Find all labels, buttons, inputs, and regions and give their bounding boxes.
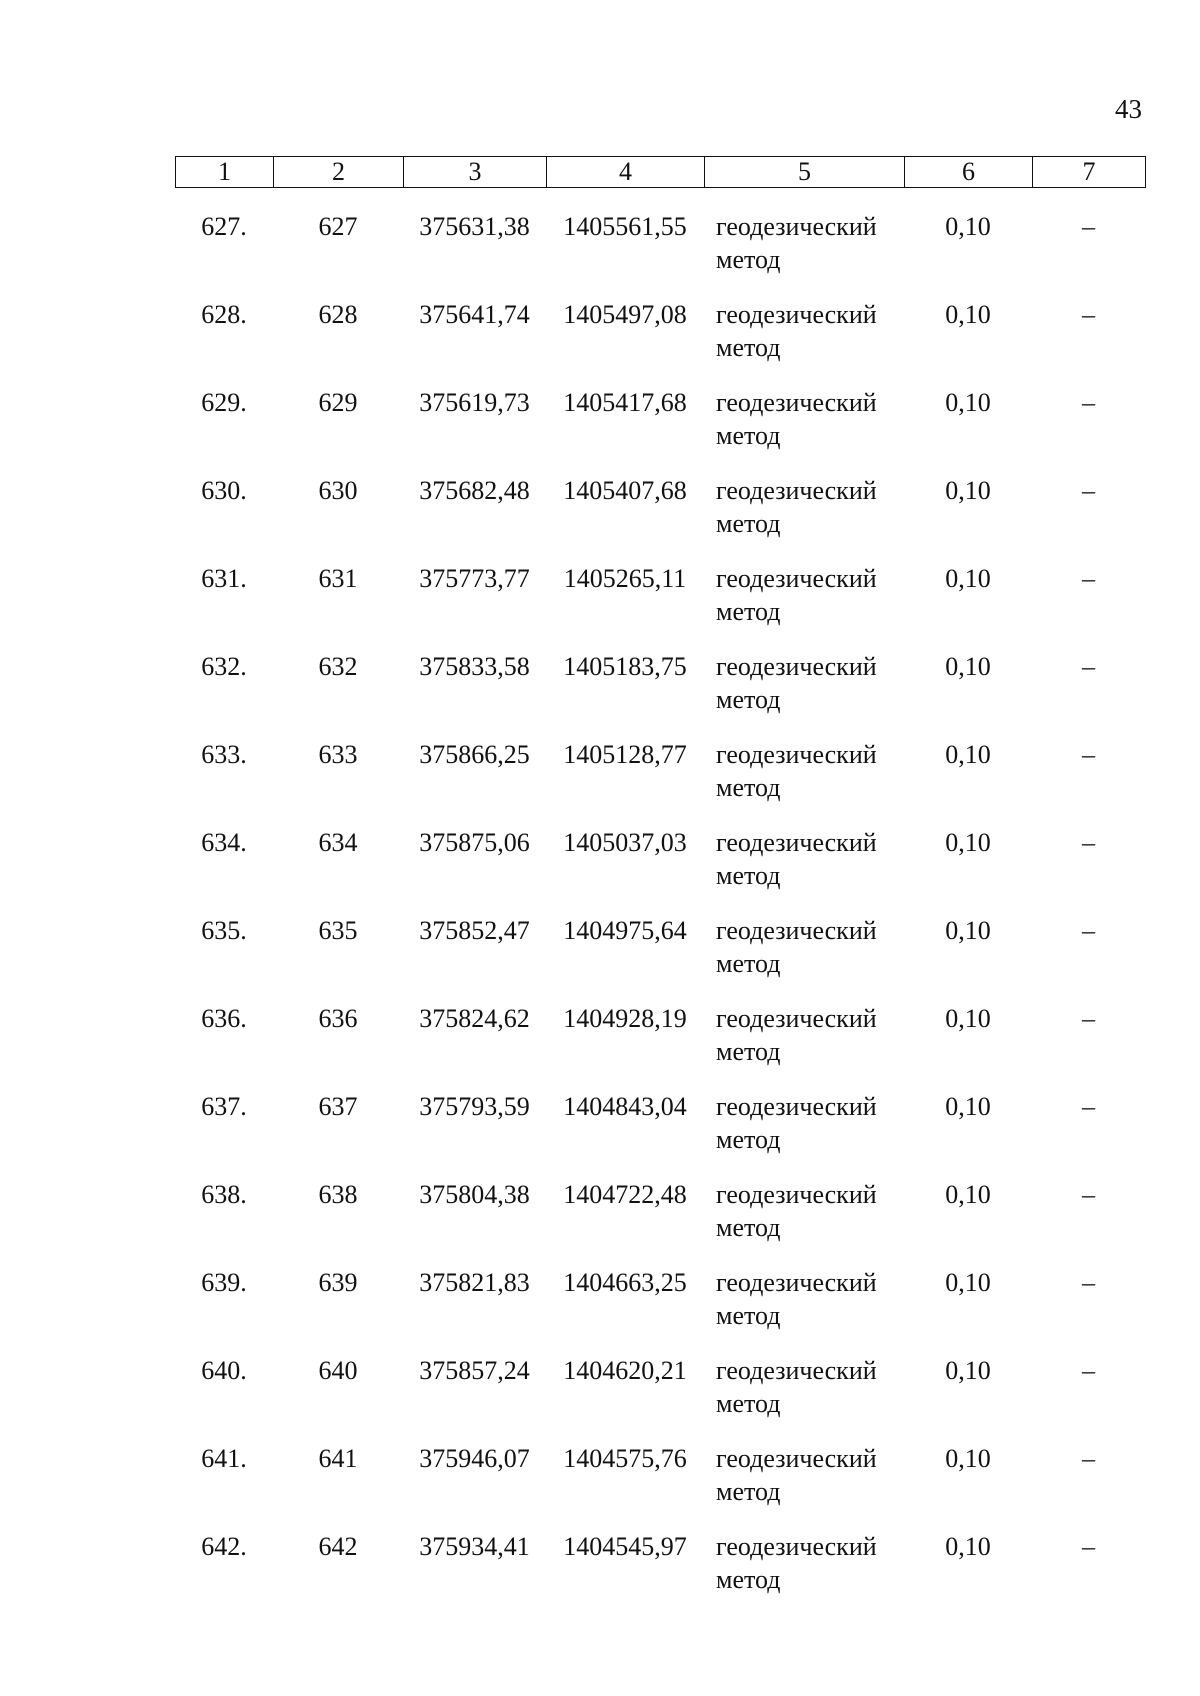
coordinate-y: 1405497,08 (563, 300, 687, 329)
method-line-2: метод (716, 509, 781, 538)
point-id: 629 (318, 388, 358, 417)
table-row (175, 1432, 1145, 1520)
note-value: – (1082, 564, 1095, 593)
row-number: 640. (201, 1356, 247, 1385)
accuracy-value: 0,10 (945, 740, 991, 769)
coordinate-x: 375946,07 (419, 1444, 530, 1473)
accuracy-value: 0,10 (945, 212, 991, 241)
row-number: 629. (201, 388, 247, 417)
accuracy-value: 0,10 (945, 1004, 991, 1033)
method-line-1: геодезический (716, 740, 877, 769)
point-id: 633 (318, 740, 358, 769)
method-line-2: метод (716, 685, 781, 714)
coordinate-x: 375866,25 (419, 740, 530, 769)
coordinate-y: 1404575,76 (563, 1444, 687, 1473)
note-value: – (1082, 1444, 1095, 1473)
table-row (175, 992, 1145, 1080)
method-line-2: метод (716, 245, 781, 274)
column-header-5: 5 (705, 157, 905, 188)
accuracy-value: 0,10 (945, 1356, 991, 1385)
row-number: 642. (201, 1532, 247, 1561)
point-id: 637 (318, 1092, 358, 1121)
table-row (175, 376, 1145, 464)
method-line-2: метод (716, 1565, 781, 1594)
method-line-2: метод (716, 421, 781, 450)
method-line-2: метод (716, 1477, 781, 1506)
row-number: 635. (201, 916, 247, 945)
point-id: 642 (318, 1532, 358, 1561)
coordinate-x: 375804,38 (419, 1180, 530, 1209)
coordinate-x: 375631,38 (419, 212, 530, 241)
method-line-1: геодезический (716, 1092, 877, 1121)
note-value: – (1082, 388, 1095, 417)
table-row (175, 640, 1145, 728)
table-row (175, 1168, 1145, 1256)
table-row (175, 1520, 1145, 1608)
accuracy-value: 0,10 (945, 828, 991, 857)
note-value: – (1082, 300, 1095, 329)
table-row (175, 728, 1145, 816)
point-id: 627 (318, 212, 358, 241)
row-number: 633. (201, 740, 247, 769)
table-row (175, 816, 1145, 904)
note-value: – (1082, 652, 1095, 681)
method-cell (704, 728, 904, 816)
method-cell (704, 1432, 904, 1520)
method-cell (704, 464, 904, 552)
point-id: 630 (318, 476, 358, 505)
table-row (175, 288, 1145, 376)
note-value: – (1082, 476, 1095, 505)
method-cell (704, 904, 904, 992)
coordinate-y: 1404620,21 (563, 1356, 687, 1385)
method-line-2: метод (716, 861, 781, 890)
note-value: – (1082, 1180, 1095, 1209)
point-id: 638 (318, 1180, 358, 1209)
point-id: 628 (318, 300, 358, 329)
coordinate-x: 375821,83 (419, 1268, 530, 1297)
column-header-1: 1 (176, 157, 274, 188)
coordinate-x: 375857,24 (419, 1356, 530, 1385)
method-line-1: геодезический (716, 476, 877, 505)
point-id: 631 (318, 564, 358, 593)
method-line-2: метод (716, 949, 781, 978)
method-line-1: геодезический (716, 1356, 877, 1385)
row-number: 639. (201, 1268, 247, 1297)
method-cell (704, 376, 904, 464)
table-row (175, 200, 1145, 288)
method-line-1: геодезический (716, 212, 877, 241)
row-number: 634. (201, 828, 247, 857)
note-value: – (1082, 828, 1095, 857)
accuracy-value: 0,10 (945, 652, 991, 681)
coordinate-y: 1404545,97 (563, 1532, 687, 1561)
row-number: 638. (201, 1180, 247, 1209)
table-body (175, 200, 1145, 1608)
column-header-6: 6 (905, 157, 1033, 188)
coordinate-y: 1404663,25 (563, 1268, 687, 1297)
method-line-1: геодезический (716, 652, 877, 681)
method-line-1: геодезический (716, 1180, 877, 1209)
method-line-1: геодезический (716, 300, 877, 329)
coordinate-y: 1405265,11 (563, 564, 687, 593)
method-cell (704, 992, 904, 1080)
point-id: 634 (318, 828, 358, 857)
accuracy-value: 0,10 (945, 564, 991, 593)
coordinate-y: 1405561,55 (563, 212, 687, 241)
note-value: – (1082, 1356, 1095, 1385)
coordinate-x: 375824,62 (419, 1004, 530, 1033)
method-line-1: геодезический (716, 1532, 877, 1561)
point-id: 636 (318, 1004, 358, 1033)
accuracy-value: 0,10 (945, 916, 991, 945)
note-value: – (1082, 916, 1095, 945)
method-line-2: метод (716, 1125, 781, 1154)
method-line-2: метод (716, 333, 781, 362)
note-value: – (1082, 1092, 1095, 1121)
column-header-2: 2 (274, 157, 404, 188)
row-number: 637. (201, 1092, 247, 1121)
coordinate-x: 375852,47 (419, 916, 530, 945)
coordinate-x: 375773,77 (419, 564, 530, 593)
note-value: – (1082, 1532, 1095, 1561)
column-header-table (175, 156, 1146, 188)
column-header-3: 3 (404, 157, 547, 188)
method-line-1: геодезический (716, 1004, 877, 1033)
method-cell (704, 288, 904, 376)
method-line-2: метод (716, 597, 781, 626)
method-cell (704, 1520, 904, 1608)
method-line-1: геодезический (716, 1268, 877, 1297)
row-number: 631. (201, 564, 247, 593)
method-cell (704, 552, 904, 640)
point-id: 640 (318, 1356, 358, 1385)
method-line-2: метод (716, 1037, 781, 1066)
method-cell (704, 1080, 904, 1168)
coordinate-x: 375641,74 (419, 300, 530, 329)
coordinate-x: 375875,06 (419, 828, 530, 857)
table-row (175, 464, 1145, 552)
coordinates-table (175, 200, 1145, 1608)
method-line-1: геодезический (716, 388, 877, 417)
coordinate-x: 375934,41 (419, 1532, 530, 1561)
coordinate-x: 375619,73 (419, 388, 530, 417)
accuracy-value: 0,10 (945, 300, 991, 329)
accuracy-value: 0,10 (945, 1268, 991, 1297)
row-number: 628. (201, 300, 247, 329)
note-value: – (1082, 1004, 1095, 1033)
table-row (175, 552, 1145, 640)
coordinate-y: 1405183,75 (563, 652, 687, 681)
column-header-4: 4 (547, 157, 705, 188)
row-number: 630. (201, 476, 247, 505)
method-cell (704, 1256, 904, 1344)
accuracy-value: 0,10 (945, 1092, 991, 1121)
accuracy-value: 0,10 (945, 476, 991, 505)
method-line-2: метод (716, 773, 781, 802)
method-cell (704, 1344, 904, 1432)
method-line-1: геодезический (716, 1444, 877, 1473)
accuracy-value: 0,10 (945, 1532, 991, 1561)
point-id: 635 (318, 916, 358, 945)
row-number: 627. (201, 212, 247, 241)
method-cell (704, 816, 904, 904)
method-line-1: геодезический (716, 828, 877, 857)
method-line-1: геодезический (716, 916, 877, 945)
table-row (175, 1256, 1145, 1344)
column-header-row (176, 157, 1146, 188)
method-line-1: геодезический (716, 564, 877, 593)
row-number: 641. (201, 1444, 247, 1473)
coordinate-x: 375793,59 (419, 1092, 530, 1121)
table-row (175, 1344, 1145, 1432)
coordinate-y: 1404975,64 (563, 916, 687, 945)
coordinate-y: 1404928,19 (563, 1004, 687, 1033)
method-cell (704, 1168, 904, 1256)
method-cell (704, 640, 904, 728)
point-id: 639 (318, 1268, 358, 1297)
table-row (175, 1080, 1145, 1168)
note-value: – (1082, 1268, 1095, 1297)
coordinate-x: 375682,48 (419, 476, 530, 505)
method-line-2: метод (716, 1301, 781, 1330)
note-value: – (1082, 212, 1095, 241)
coordinate-x: 375833,58 (419, 652, 530, 681)
point-id: 641 (318, 1444, 358, 1473)
coordinate-y: 1405407,68 (563, 476, 687, 505)
page-number: 43 (1115, 94, 1142, 124)
column-header-7: 7 (1033, 157, 1146, 188)
coordinate-y: 1404843,04 (563, 1092, 687, 1121)
row-number: 636. (201, 1004, 247, 1033)
accuracy-value: 0,10 (945, 1180, 991, 1209)
method-line-2: метод (716, 1213, 781, 1242)
note-value: – (1082, 740, 1095, 769)
table-row (175, 904, 1145, 992)
accuracy-value: 0,10 (945, 388, 991, 417)
coordinate-y: 1405417,68 (563, 388, 687, 417)
coordinate-y: 1404722,48 (563, 1180, 687, 1209)
method-cell (704, 200, 904, 288)
accuracy-value: 0,10 (945, 1444, 991, 1473)
coordinate-y: 1405037,03 (563, 828, 687, 857)
method-line-2: метод (716, 1389, 781, 1418)
point-id: 632 (318, 652, 358, 681)
row-number: 632. (201, 652, 247, 681)
coordinate-y: 1405128,77 (563, 740, 687, 769)
